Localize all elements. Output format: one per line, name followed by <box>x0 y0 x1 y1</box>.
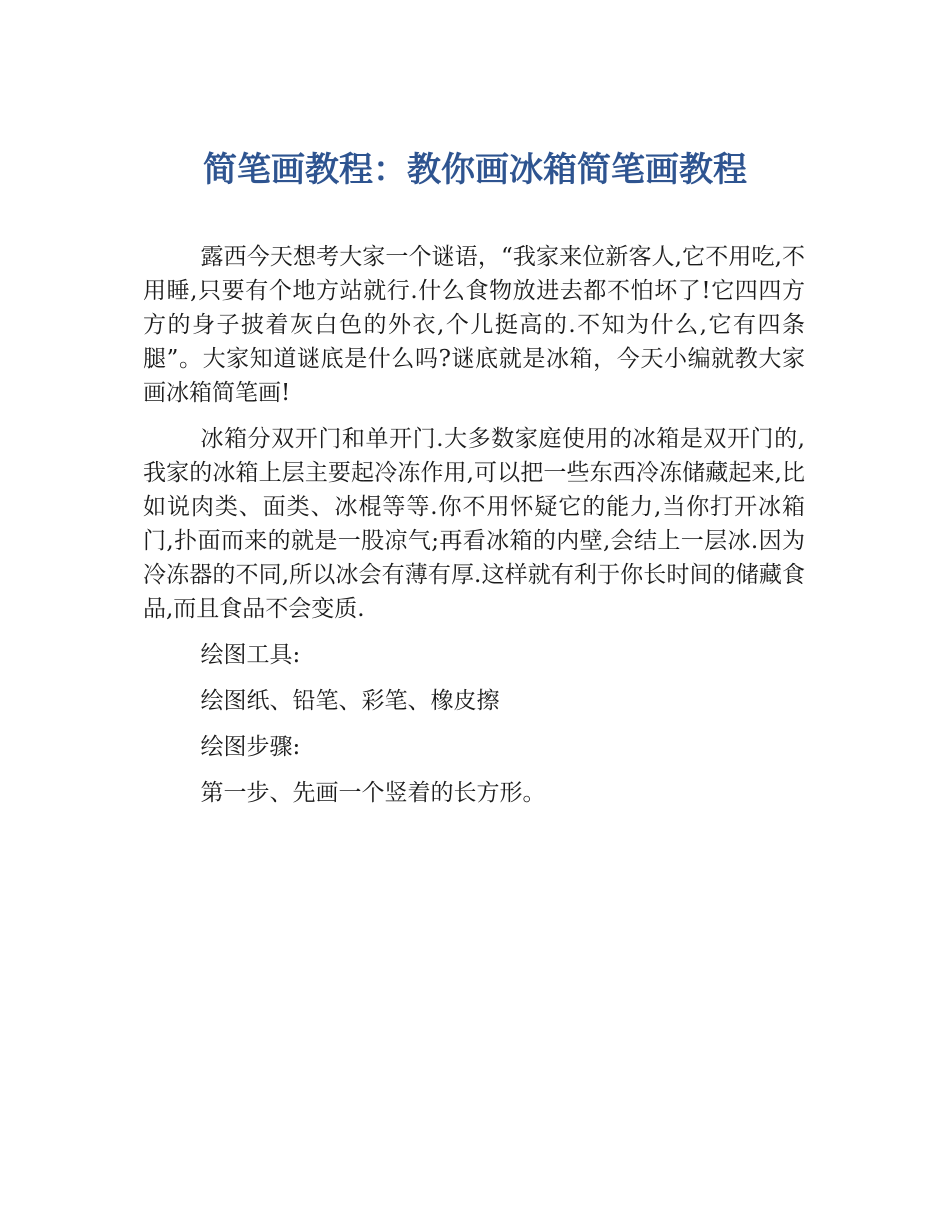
document-title: 简笔画教程：教你画冰箱简笔画教程 <box>203 150 747 190</box>
tools-heading: 绘图工具: <box>200 642 301 668</box>
steps-heading: 绘图步骤: <box>200 734 301 760</box>
step-one: 第一步、先画一个竖着的长方形。 <box>200 780 546 806</box>
tools-list: 绘图纸、铅笔、彩笔、橡皮擦 <box>200 688 500 714</box>
document-body <box>143 240 805 822</box>
intro-paragraph: 露西今天想考大家一个谜语，“我家来位新客人,它不用吃,不用睡,只要有个地方站就行.什么食物放进去都不怕坏了!它四四方方的身子披着灰白色的外衣,个儿挺高的.不知为什么,它有四条腿”。大家知道谜底是什么吗?谜底就是冰箱，今天小编就教大家画冰箱简笔画! <box>143 244 805 406</box>
fridge-description-paragraph: 冰箱分双开门和单开门.大多数家庭使用的冰箱是双开门的,我家的冰箱上层主要起冷冻作用,可以把一些东西冷冻储藏起来,比如说肉类、面类、冰棍等等.你不用怀疑它的能力,当你打开冰箱门,扑面而来的就是一股凉气;再看冰箱的内壁,会结上一层冰.因为冷冻器的不同,所以冰会有薄有厚.这样就有利于你长时间的储藏食品,而且食品不会变质. <box>143 426 805 622</box>
